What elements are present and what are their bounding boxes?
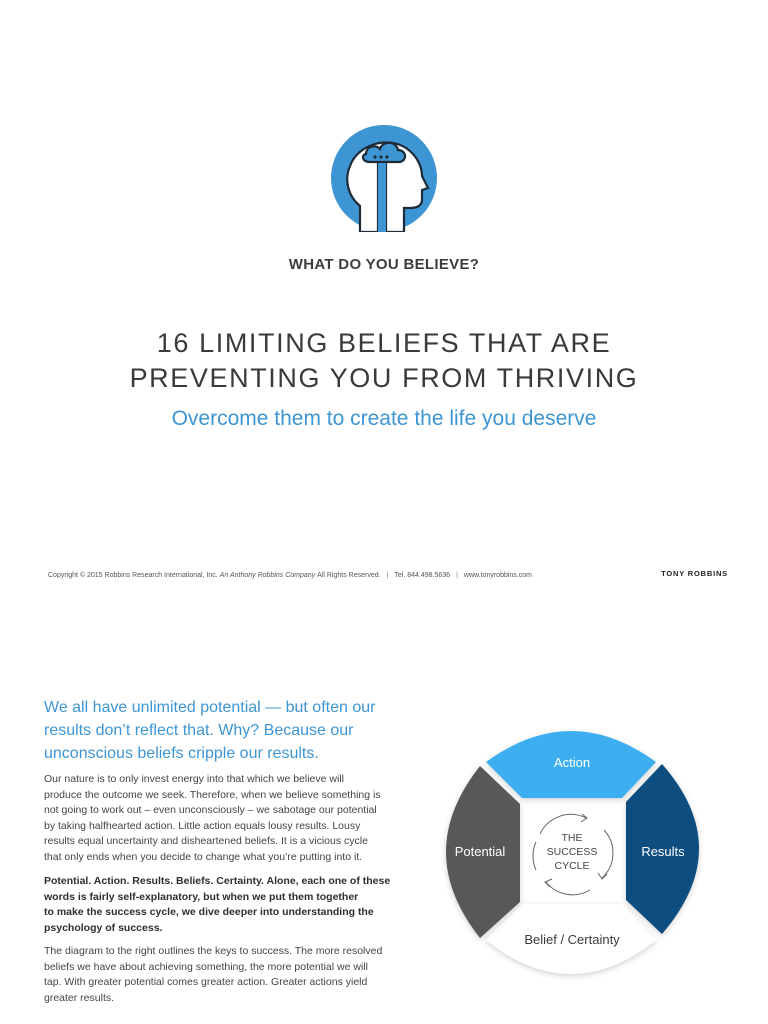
cycle-center-line: THE — [561, 832, 583, 844]
rights-text: All Rights Reserved. — [317, 571, 381, 579]
page-footer — [48, 568, 728, 582]
cycle-center-line: CYCLE — [554, 860, 590, 872]
paragraph-line: psychology of success. — [44, 921, 163, 934]
paragraph-line: The diagram to the right outlines the keys to success. The more resolved — [44, 945, 383, 957]
paragraph-line: by taking halfhearted action. Little action equals lousy results. Lousy — [44, 819, 361, 832]
eyebrow-heading: WHAT DO YOU BELIEVE? — [288, 256, 480, 273]
brand-logo: TONY ROBBINS — [661, 569, 728, 578]
paragraph-line: results equal uncertainty and disheartened beliefs. It is a vicious cycle — [44, 835, 368, 847]
lead-line: unconscious beliefs cripple our results. — [44, 745, 319, 762]
body-paragraph-1 — [44, 772, 414, 865]
body-paragraph-3 — [44, 944, 414, 1006]
title-line: PREVENTING YOU FROM THRIVING — [129, 363, 639, 393]
company-text: An Anthony Robbins Company — [219, 571, 316, 579]
paragraph-line: tap. With greater potential comes greater action. Greater actions yield — [44, 976, 368, 988]
footer-separator: | — [456, 571, 458, 579]
cycle-center-line: SUCCESS — [546, 846, 598, 858]
lead-line: results don’t reflect that. Why? Because our — [44, 722, 354, 739]
lead-line: We all have unlimited potential — but often our — [44, 699, 376, 716]
cycle-label-belief: Belief / Certainty — [524, 932, 620, 947]
paragraph-line: Our nature is to only invest energy into that which we believe will — [44, 773, 344, 785]
paragraph-line: not going to work out – even unconsciously – we sabotage our potential — [44, 804, 377, 816]
page-subtitle: Overcome them to create the life you deserve — [171, 407, 597, 430]
paragraph-line: greater results. — [44, 991, 115, 1004]
page-title — [0, 326, 768, 396]
paragraph-line: produce the outcome we seek. Therefore, when we believe something is — [44, 788, 381, 801]
cycle-label-action: Action — [553, 755, 591, 770]
paragraph-line: to make the success cycle, we dive deeper into understanding the — [44, 906, 374, 918]
footer-separator: | — [386, 571, 389, 579]
head-with-cloud-icon — [330, 124, 438, 232]
cycle-label-results: Results — [641, 844, 685, 859]
lead-paragraph — [44, 696, 414, 765]
title-line: 16 LIMITING BELIEFS THAT ARE — [156, 328, 612, 358]
copyright-text: Copyright © 2015 Robbins Research International, Inc. — [48, 571, 218, 579]
phone-text: Tel. 844.498.5636 — [394, 571, 451, 579]
body-paragraph-2 — [44, 874, 414, 936]
paragraph-line: beliefs we have about achieving something, the more potential we will — [44, 960, 368, 973]
content-page — [0, 600, 768, 1024]
paragraph-line: that only ends when you decide to change what you’re putting into it. — [44, 850, 363, 863]
cycle-label-potential: Potential — [454, 844, 506, 859]
paragraph-line: words is fairly self-explanatory, but when we put them together — [44, 890, 359, 903]
success-cycle-diagram — [436, 718, 726, 1008]
paragraph-line: Potential. Action. Results. Beliefs. Certainty. Alone, each one of these — [44, 875, 391, 887]
website-link[interactable]: www.tonyrobbins.com — [463, 571, 532, 579]
